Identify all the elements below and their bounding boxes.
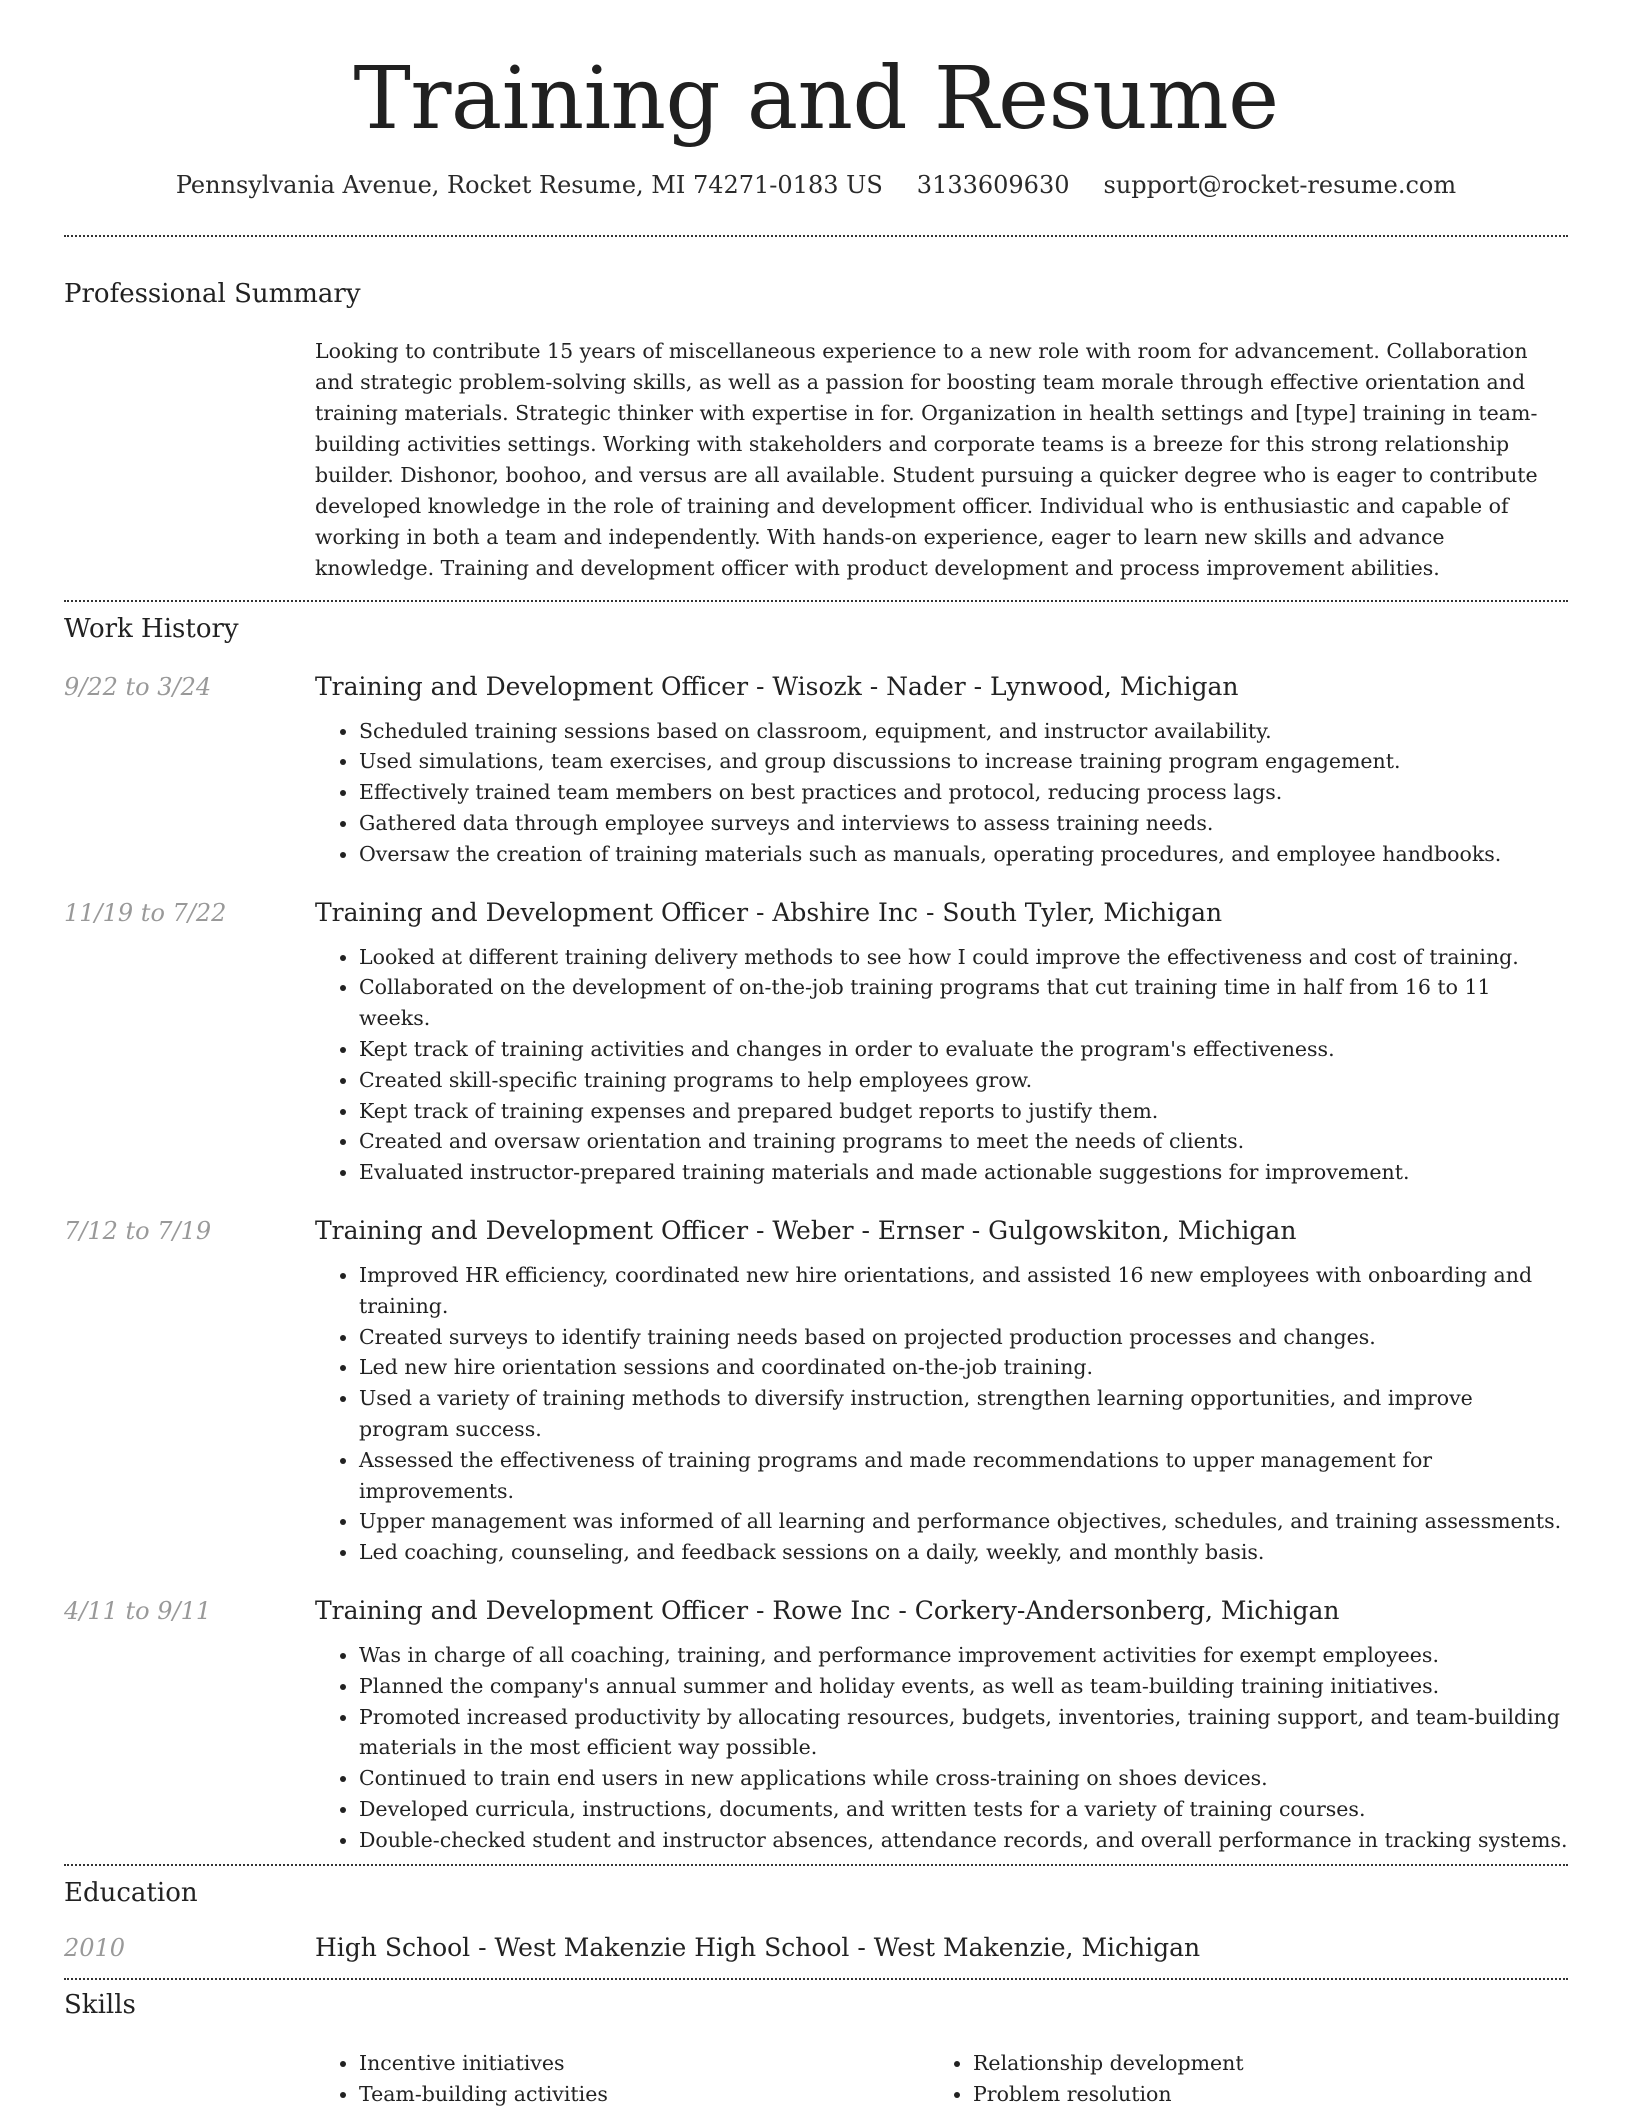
job-bullet: • Effectively trained team members on best practices and protocol, reducing process lags. (359, 777, 1568, 808)
job-bullet: • Assessed the effectiveness of training programs and made recommendations to upper management for improvements. (359, 1445, 1568, 1507)
skill-item: • Team-building activities (359, 2079, 929, 2110)
job-bullet: • Upper management was informed of all learning and performance objectives, schedules, and training assessments. (359, 1506, 1568, 1537)
skills-column-right (929, 2048, 1543, 2110)
job-bullets (315, 1260, 1568, 1568)
job-bullet: • Oversaw the creation of training materials such as manuals, operating procedures, and employee handbooks. (359, 839, 1568, 870)
job-bullet: • Created and oversaw orientation and training programs to meet the needs of clients. (359, 1126, 1568, 1157)
job-dates: 11/19 to 7/22 (64, 898, 227, 927)
job-bullet: • Kept track of training expenses and prepared budget reports to justify them. (359, 1096, 1568, 1127)
job-dates: 4/11 to 9/11 (64, 1596, 212, 1625)
job-title: Training and Development Officer - Abshire Inc - South Tyler, Michigan (315, 897, 1223, 927)
skill-item: • Relationship development (973, 2048, 1543, 2079)
job-title: Training and Development Officer - Weber - Ernser - Gulgowskiton, Michigan (315, 1215, 1297, 1245)
job-title: Training and Development Officer - Rowe Inc - Corkery-Andersonberg, Michigan (315, 1595, 1340, 1625)
job-bullet: • Improved HR efficiency, coordinated new hire orientations, and assisted 16 new employees with onboarding and training. (359, 1260, 1568, 1322)
job-dates: 7/12 to 7/19 (64, 1216, 212, 1245)
job-bullet: • Evaluated instructor-prepared training materials and made actionable suggestions for improvement. (359, 1157, 1568, 1188)
job-bullet: • Created surveys to identify training needs based on projected production processes and changes. (359, 1322, 1568, 1353)
job-bullet: • Continued to train end users in new applications while cross-training on shoes devices. (359, 1763, 1568, 1794)
job-bullet: • Looked at different training delivery methods to see how I could improve the effectiveness and cost of training. (359, 942, 1568, 973)
resume-header (64, 0, 1568, 199)
contact-address: Pennsylvania Avenue, Rocket Resume, MI 74271-0183 US (175, 170, 883, 199)
skills-list (315, 2048, 1568, 2110)
job-entry (64, 671, 1568, 870)
education-detail: High School - West Makenzie High School - West Makenzie, Michigan (315, 1932, 1201, 1962)
job-bullet: • Led coaching, counseling, and feedback sessions on a daily, weekly, and monthly basis. (359, 1537, 1568, 1568)
job-bullet: • Kept track of training activities and changes in order to evaluate the program's effectiveness. (359, 1034, 1568, 1065)
job-bullet: • Was in charge of all coaching, training, and performance improvement activities for exempt employees. (359, 1640, 1568, 1671)
job-bullets (315, 942, 1568, 1188)
job-bullet: • Created skill-specific training programs to help employees grow. (359, 1065, 1568, 1096)
job-bullet: • Used a variety of training methods to diversify instruction, strengthen learning opportunities, and improve program success. (359, 1383, 1568, 1445)
job-bullet: • Scheduled training sessions based on classroom, equipment, and instructor availability. (359, 716, 1568, 747)
job-title: Training and Development Officer - Wisozk - Nader - Lynwood, Michigan (315, 671, 1239, 701)
job-bullet: • Promoted increased productivity by allocating resources, budgets, inventories, training support, and team-building materials in the most efficient way possible. (359, 1702, 1568, 1764)
section-divider (64, 600, 1568, 602)
job-entry (64, 897, 1568, 1188)
summary-text: Looking to contribute 15 years of miscellaneous experience to a new role with room for advancement. Collaboration and strategic problem-solving skills, as well as a passion for boosting team morale through effective orientation and training materials. Strategic thinker with expertise in for. Organization in health settings and [type] training in team-building activities settings. Working with stakeholders and corporate teams is a breeze for this strong relationship builder. Dishonor, boohoo, and versus are all available. Student pursuing a quicker degree who is eager to contribute developed knowledge in the role of training and development officer. Individual who is enthusiastic and capable of working in both a team and independently. With hands-on experience, eager to learn new skills and advance knowledge. Training and development officer with product development and process improvement abilities. (315, 338, 1538, 580)
job-bullets (315, 1640, 1568, 1864)
education-entry (64, 1932, 1568, 1978)
job-bullet: • Developed curricula, instructions, documents, and written tests for a variety of training courses. (359, 1794, 1568, 1825)
skill-item: • Incentive initiatives (359, 2048, 929, 2079)
job-bullet: • Used simulations, team exercises, and group discussions to increase training program engagement. (359, 746, 1568, 777)
job-bullet: • Led new hire orientation sessions and coordinated on-the-job training. (359, 1352, 1568, 1383)
candidate-name: Training and Resume (353, 49, 1279, 149)
skill-item: • Problem resolution (973, 2079, 1543, 2110)
education-year: 2010 (64, 1933, 126, 1962)
contact-phone: 3133609630 (916, 170, 1070, 199)
section-divider (64, 1978, 1568, 1980)
contact-email: support@rocket-resume.com (1103, 170, 1457, 199)
job-entry (64, 1595, 1568, 1864)
job-bullet: • Collaborated on the development of on-the-job training programs that cut training time in half from 16 to 11 weeks. (359, 972, 1568, 1034)
job-entry (64, 1215, 1568, 1568)
contact-line (64, 171, 1568, 199)
job-bullet: • Planned the company's annual summer and holiday events, as well as team-building training initiatives. (359, 1671, 1568, 1702)
education-heading: Education (64, 1877, 198, 1908)
job-bullets (315, 716, 1568, 870)
work-history-heading: Work History (64, 613, 239, 644)
section-divider (64, 235, 1568, 237)
skills-column-left (315, 2048, 929, 2110)
summary-heading: Professional Summary (64, 278, 361, 309)
skills-heading: Skills (64, 1989, 136, 2020)
section-divider (64, 1864, 1568, 1866)
job-dates: 9/22 to 3/24 (64, 672, 212, 701)
job-bullet: • Gathered data through employee surveys and interviews to assess training needs. (359, 808, 1568, 839)
job-bullet: • Double-checked student and instructor absences, attendance records, and overall performance in tracking systems. (359, 1825, 1568, 1856)
